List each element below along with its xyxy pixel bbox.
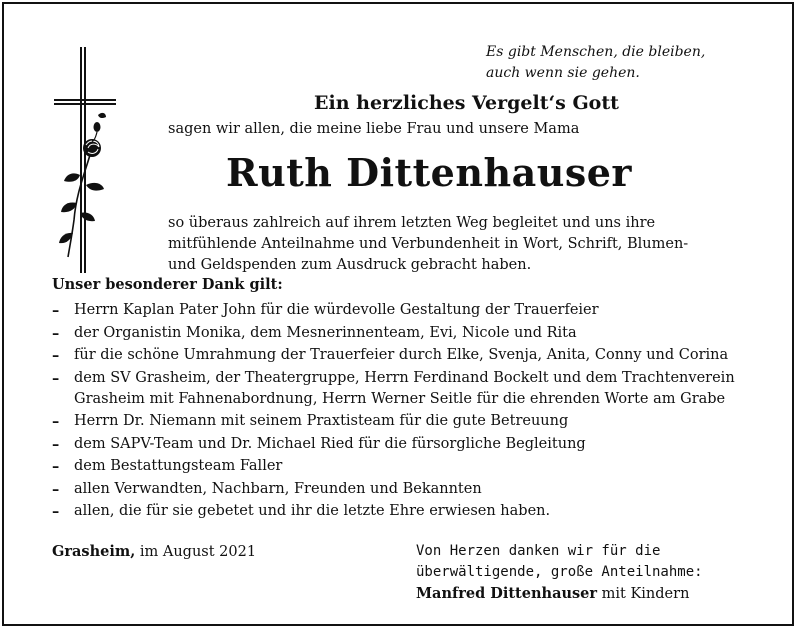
deceased-name-text: Ruth Dittenhauser <box>226 150 632 195</box>
dank-item-line: allen Verwandten, Nachbarn, Freunden und Bekannten <box>74 480 482 497</box>
place-date <box>52 543 256 560</box>
intro-paragraph <box>168 213 768 276</box>
dank-item-line: dem SAPV-Team und Dr. Michael Ried für die fürsorgliche Begleitung <box>74 435 586 452</box>
place-date-text: im August 2021 <box>135 544 257 560</box>
dank-item <box>52 300 792 321</box>
dank-item-line: Herrn Dr. Niemann mit seinem Praxtisteam für die gute Betreuung <box>74 413 569 429</box>
dash-bullet: – <box>52 503 60 520</box>
quote-line: Es gibt Menschen, die bleiben, <box>486 44 706 60</box>
quote-line: auch wenn sie gehen. <box>486 65 640 81</box>
dash-bullet: – <box>52 480 60 498</box>
dank-item <box>52 501 792 522</box>
dank-item <box>52 456 792 477</box>
dash-bullet: – <box>52 302 60 319</box>
signer-name: Manfred Dittenhauser <box>416 585 598 602</box>
dank-list <box>52 300 792 524</box>
dank-item-line: Herrn Kaplan Pater John für die würdevolle Gestaltung der Trauerfeier <box>74 302 599 318</box>
intro-line: mitfühlende Anteilnahme und Verbundenheit in Wort, Schrift, Blumen- <box>168 236 689 252</box>
dank-item-line: für die schöne Umrahmung der Trauerfeier durch Elke, Svenja, Anita, Conny und Corina <box>74 347 729 363</box>
dank-item <box>52 411 792 432</box>
closing-line: überwältigende, große Anteilnahme: <box>416 564 703 580</box>
closing-block <box>416 541 703 605</box>
dash-bullet: – <box>52 458 60 475</box>
memorial-quote <box>486 42 705 84</box>
dank-item-line: dem Bestattungsteam Faller <box>74 458 283 474</box>
thanks-subtitle: sagen wir allen, die meine liebe Frau und unsere Mama <box>168 121 580 137</box>
dash-bullet: – <box>52 435 60 453</box>
dash-bullet: – <box>52 369 60 387</box>
dank-item-line: der Organistin Monika, dem Mesnerinnenteam, Evi, Nicole und Rita <box>74 324 577 341</box>
dank-item <box>52 323 792 344</box>
dash-bullet: – <box>52 413 60 430</box>
dank-item-line: allen, die für sie gebetet und ihr die letzte Ehre erwiesen haben. <box>74 503 551 519</box>
intro-line: und Geldspenden zum Ausdruck gebracht haben. <box>168 257 532 273</box>
deceased-name <box>0 150 800 195</box>
dank-item-line: Grasheim mit Fahnenabordnung, Herrn Werner Seitle für die ehrenden Worte am Grabe <box>74 390 726 407</box>
thanks-title: Ein herzliches Vergelt‘s Gott <box>314 92 619 114</box>
signature <box>416 583 703 605</box>
signer-suffix: mit Kindern <box>597 586 690 602</box>
dank-item <box>52 434 792 455</box>
intro-line: so überaus zahlreich auf ihrem letzten Weg begleitet und uns ihre <box>168 215 656 231</box>
dank-item <box>52 479 792 500</box>
dash-bullet: – <box>52 324 60 342</box>
dank-item-line: dem SV Grasheim, der Theatergruppe, Herrn Ferdinand Bockelt und dem Trachtenverein <box>74 369 735 386</box>
dank-item <box>52 368 792 410</box>
place-town: Grasheim, <box>52 543 136 560</box>
dank-heading: Unser besonderer Dank gilt: <box>52 276 283 293</box>
closing-line: Von Herzen danken wir für die <box>416 543 661 559</box>
dank-item <box>52 345 792 366</box>
dash-bullet: – <box>52 347 60 364</box>
